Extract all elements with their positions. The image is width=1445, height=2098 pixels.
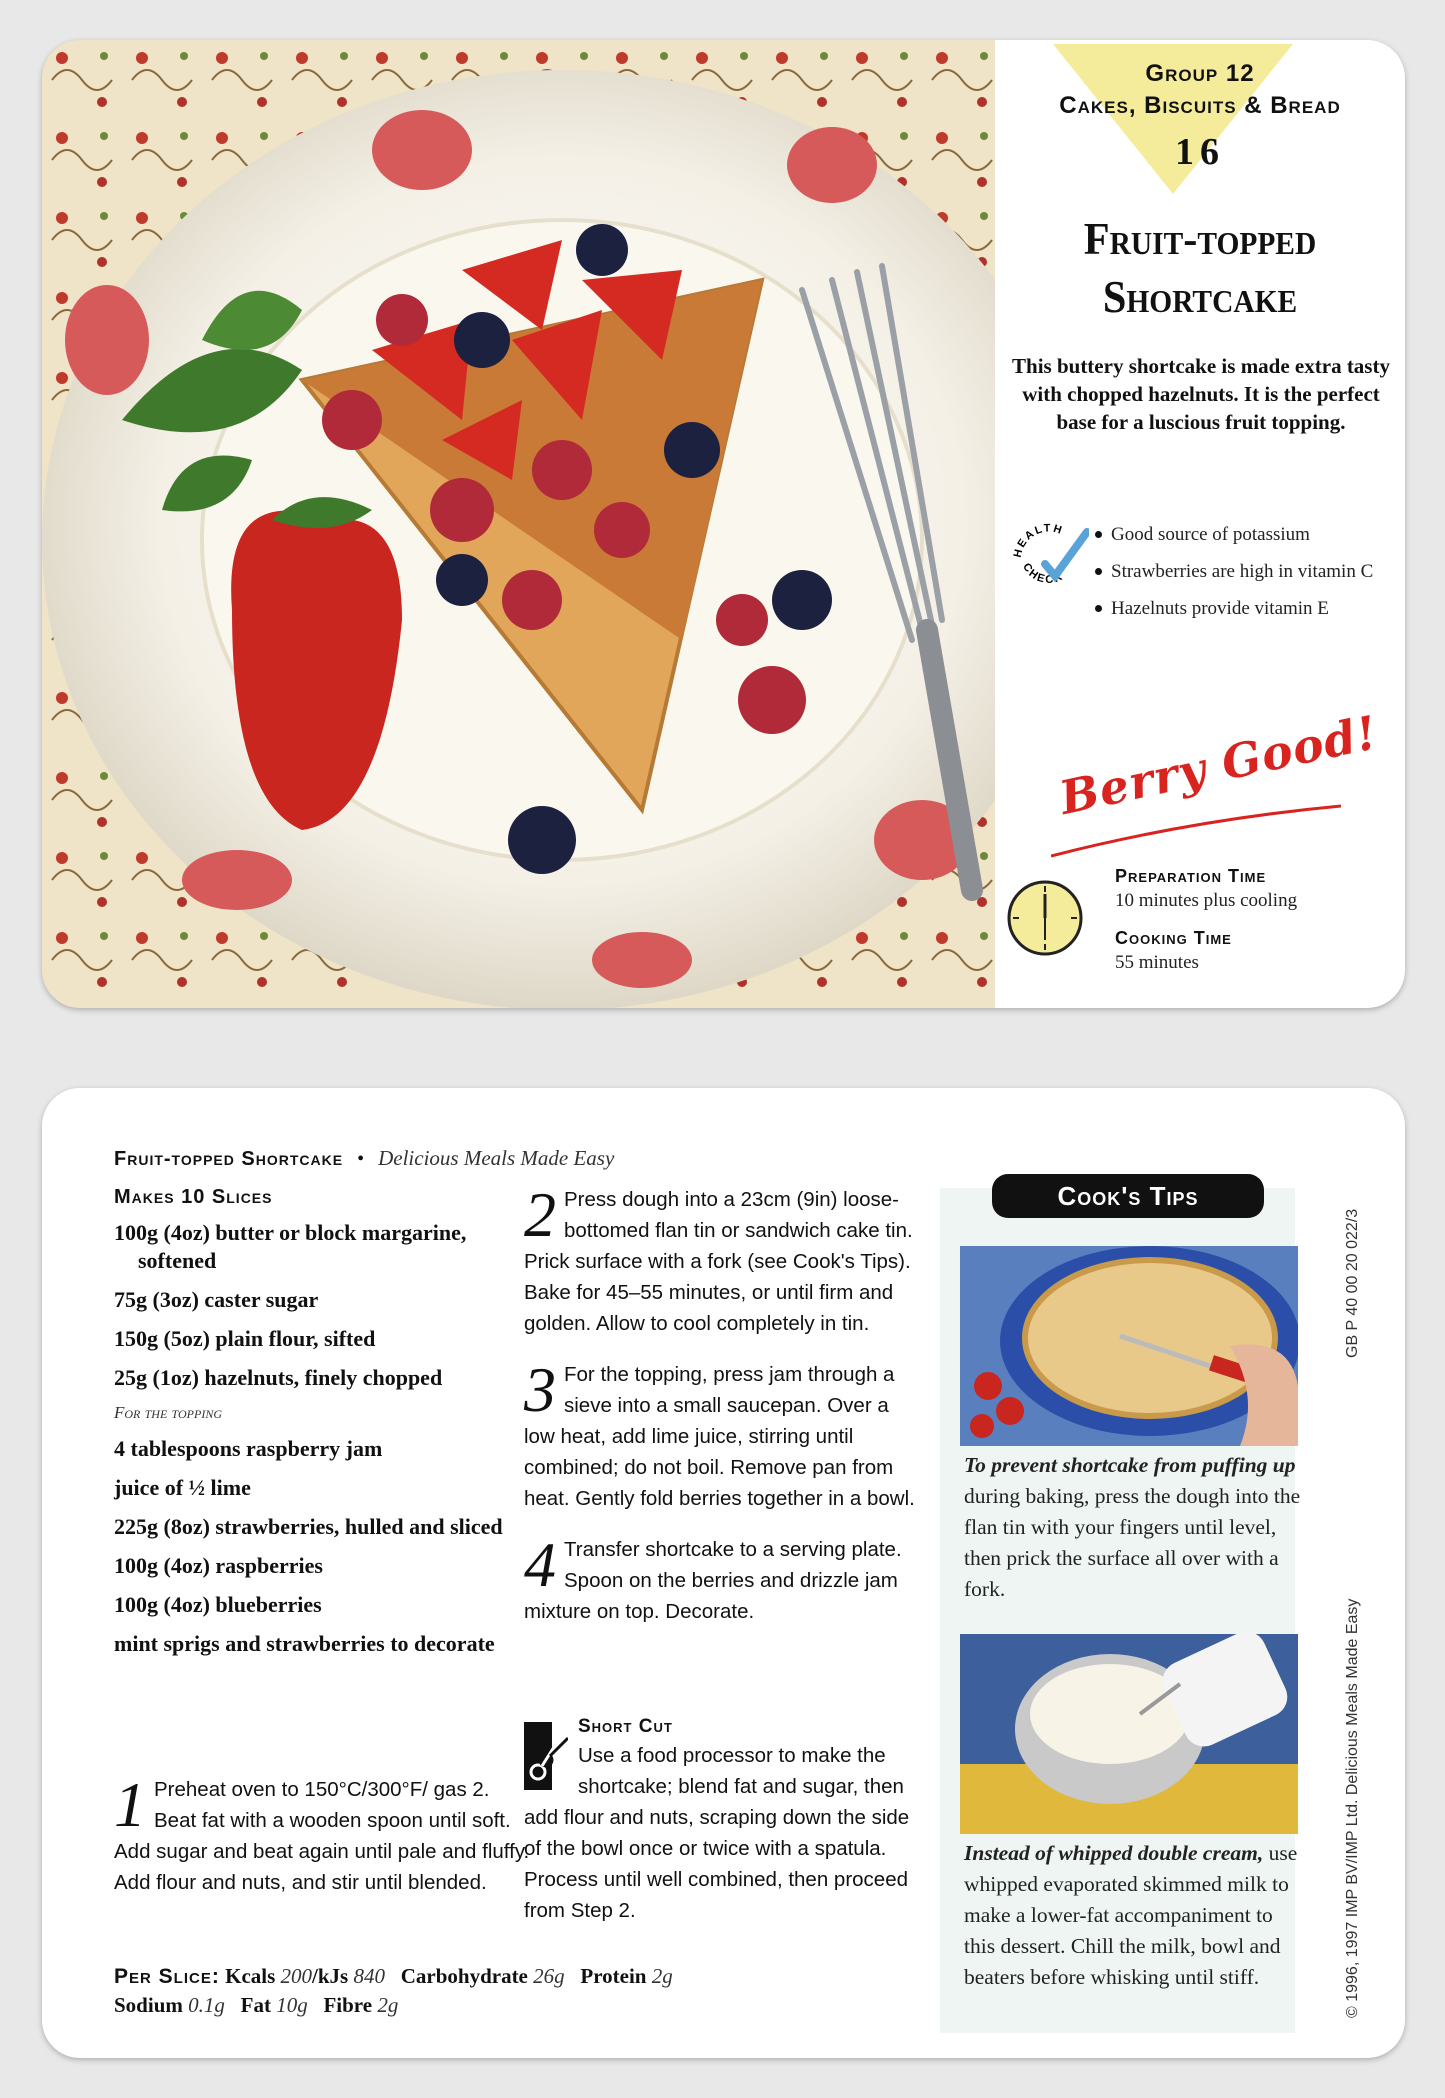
ingredient: 4 tablespoons raspberry jam: [114, 1436, 383, 1461]
svg-text:CHECK: CHECK: [1020, 561, 1066, 587]
health-check-icon: [1009, 518, 1089, 598]
health-points: [1093, 522, 1393, 633]
cooks-tips-title: Cook's Tips: [992, 1174, 1264, 1218]
method-step-1: 1 Preheat oven to 150°C/300°F/ gas 2. Beat fat with a wooden spoon until soft. Add sugar and beat again until pale and fluffy. Add flour and nuts, and stir until blended.: [114, 1769, 530, 1894]
back-title: Fruit-topped Shortcake: [114, 1148, 344, 1170]
tagline-underline: [1051, 800, 1341, 860]
scissors-icon: [524, 1722, 568, 1790]
method-step-3: 3 For the topping, press jam through a sieve into a small saucepan. Over a low heat, add lime juice, stirring until combined; do not boil. Remove pan from heat. Gently fold berries together in a bowl.: [524, 1354, 915, 1510]
clock-icon: [1005, 878, 1085, 958]
group-number: Group 12: [1145, 60, 1255, 87]
cook-time-label: Cooking Time: [1115, 928, 1232, 948]
copyright: © 1996, 1997 IMP BV/IMP Ltd. Delicious Meals Made Easy: [1344, 1598, 1361, 2018]
yield: Makes 10 Slices: [114, 1186, 273, 1208]
topping-label: For the topping: [114, 1403, 222, 1422]
card-number: 16: [1175, 131, 1225, 173]
ingredient: 150g (5oz) plain flour, sifted: [114, 1326, 376, 1351]
ingredient: 100g (4oz) butter or block margarine, softened: [114, 1220, 467, 1273]
method-column: [524, 1179, 916, 1647]
method-step-2: 2 Press dough into a 23cm (9in) loose-bottomed flan tin or sandwich cake tin. Prick surface with a fork (see Cook's Tips). Bake for 45–55 minutes, or until firm and golden. Allow to cool completely in tin.: [524, 1179, 913, 1335]
nutrition-info: Per Slice: Kcals 200/kJs 840 Carbohydrate 26g Protein 2g Sodium 0.1g Fat 10g Fibre 2g: [114, 1964, 673, 2017]
group-name: Cakes, Biscuits & Bread: [1059, 92, 1341, 119]
shortcake-photo: [42, 40, 995, 1008]
health-point: Strawberries are high in vitamin C: [1093, 559, 1393, 584]
ingredient: mint sprigs and strawberries to decorate: [114, 1631, 495, 1656]
front-info-panel: [995, 40, 1405, 1008]
ingredients-column: [114, 1186, 504, 1669]
short-cut-title: Short Cut: [578, 1716, 673, 1737]
front-card: [42, 40, 1405, 1008]
series-name: Delicious Meals Made Easy: [378, 1146, 615, 1170]
tip-2: Instead of whipped double cream, use whipped evaporated skimmed milk to make a lower-fat accompaniment to this dessert. Chill the milk, bowl and beaters before whisking until stiff.: [964, 1841, 1298, 1989]
recipe-title: Fruit-topped Shortcake: [1083, 213, 1317, 322]
ingredient: 225g (8oz) strawberries, hulled and sliced: [114, 1514, 503, 1539]
prep-time-value: 10 minutes plus cooling: [1115, 890, 1298, 911]
short-cut: [524, 1716, 916, 1926]
ingredient: 25g (1oz) hazelnuts, finely chopped: [114, 1365, 443, 1390]
ingredient: 100g (4oz) blueberries: [114, 1592, 322, 1617]
product-code: GB P 40 00 20 022/3: [1344, 1208, 1361, 1358]
tip-1: To prevent shortcake from puffing up during baking, press the dough into the flan tin with your fingers until level, then prick the surface all over with a fork.: [964, 1453, 1301, 1601]
short-cut-text: Use a food processor to make the shortcake; blend fat and sugar, then add flour and nuts, scraping down the side of the bowl once or twice with a spatula. Process until well combined, then proceed from Step 2.: [524, 1744, 910, 1922]
back-card: [42, 1088, 1405, 2058]
ingredient: 75g (3oz) caster sugar: [114, 1287, 319, 1312]
back-header: Fruit-topped Shortcake • Delicious Meals Made Easy: [114, 1146, 615, 1170]
svg-text:HEALTH: HEALTH: [1011, 522, 1065, 559]
ingredient: juice of ½ lime: [114, 1475, 251, 1500]
recipe-intro: This buttery shortcake is made extra tasty with chopped hazelnuts. It is the perfect base for a luscious fruit topping.: [1012, 354, 1390, 434]
tip-photo-whisking: [960, 1634, 1298, 1834]
method-step-4: 4 Transfer shortcake to a serving plate. Spoon on the berries and drizzle jam mixture on top. Decorate.: [524, 1529, 902, 1623]
tagline: Berry Good!: [1054, 704, 1383, 826]
prep-time-label: Preparation Time: [1115, 866, 1267, 886]
health-point: Hazelnuts provide vitamin E: [1093, 596, 1393, 621]
ingredient: 100g (4oz) raspberries: [114, 1553, 323, 1578]
tip-photo-flan-tin: [960, 1246, 1298, 1446]
cook-time-value: 55 minutes: [1115, 952, 1199, 973]
health-point: Good source of potassium: [1093, 522, 1393, 547]
side-print: [1324, 1088, 1384, 2058]
